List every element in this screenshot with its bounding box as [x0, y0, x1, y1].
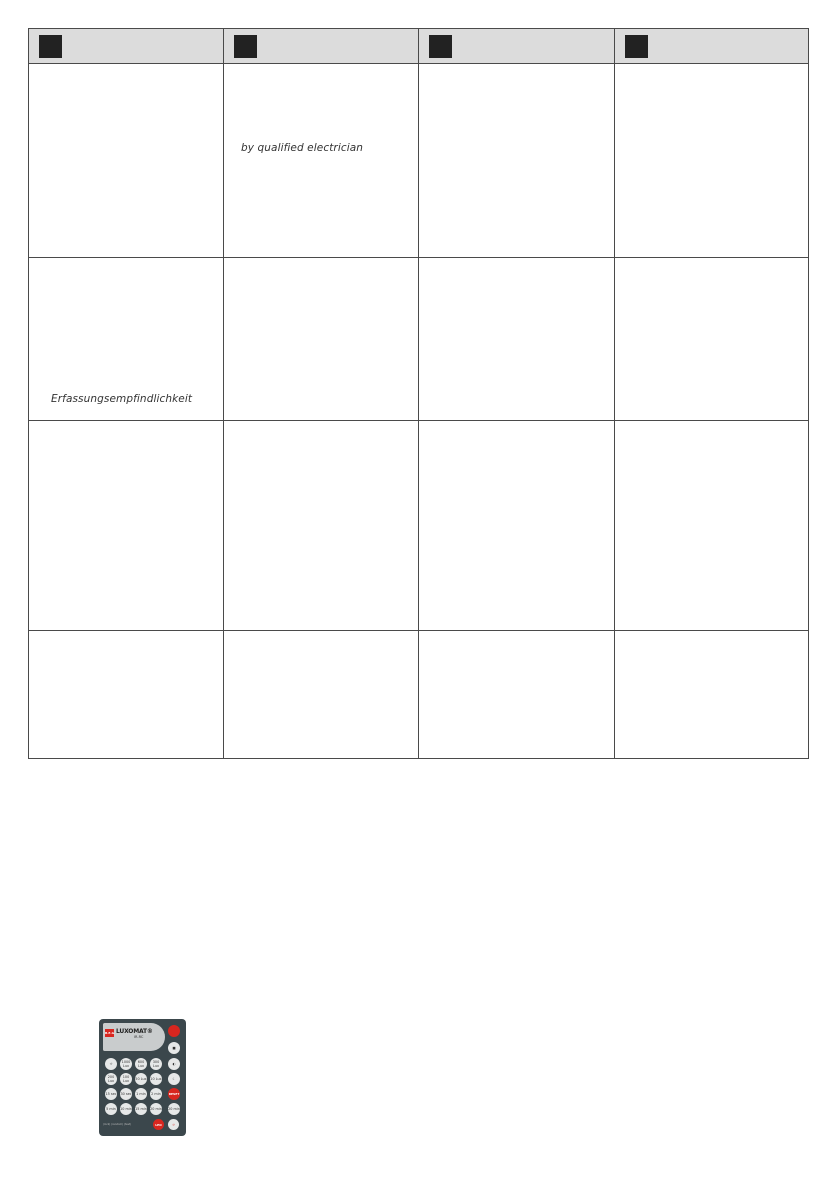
product-model: IR-RC — [134, 1035, 144, 1039]
remote-key: 100 Lux — [120, 1073, 132, 1085]
table-cell-text: by qualified electrician — [241, 142, 364, 154]
row-divider — [29, 257, 808, 258]
remote-key: 10 min — [120, 1103, 132, 1115]
moon-icon: ☾ — [168, 1073, 180, 1085]
remote-key: 300 Lux — [150, 1058, 162, 1070]
column-header-3 — [419, 29, 615, 64]
remote-key: 15 min — [135, 1103, 147, 1115]
remote-key: 1 min — [135, 1088, 147, 1100]
column-divider — [614, 29, 615, 758]
row-divider — [29, 420, 808, 421]
table-cell-text: Erfassungsempfindlichkeit — [51, 393, 193, 405]
reset-button: RESET — [168, 1088, 180, 1100]
column-divider — [223, 29, 224, 758]
remote-key: 10 Lux — [150, 1073, 162, 1085]
language-marker-1 — [39, 35, 62, 58]
remote-key: 20 min — [168, 1103, 180, 1115]
remote-key: 50 Lux — [135, 1073, 147, 1085]
row-divider — [29, 630, 808, 631]
remote-key: 30 sec — [120, 1088, 132, 1100]
remote-key: ☼ — [105, 1058, 117, 1070]
remote-key: 5 min — [105, 1103, 117, 1115]
half-moon-icon: ◐ — [168, 1058, 180, 1070]
language-marker-3 — [429, 35, 452, 58]
remote-key: 200 Lux — [105, 1073, 117, 1085]
remote-control-image — [99, 1019, 186, 1136]
led-button: LED — [153, 1119, 164, 1130]
remote-key: 15 sec — [105, 1088, 117, 1100]
brand-logo-text: B.E.G. — [105, 1031, 116, 1035]
lock-icon — [168, 1025, 180, 1037]
remote-key: 2 min — [150, 1088, 162, 1100]
manual-table — [28, 28, 809, 759]
product-name: LUXOMAT® — [116, 1028, 153, 1035]
column-divider — [418, 29, 419, 758]
sun-icon: ☼ — [168, 1119, 179, 1130]
language-marker-4 — [625, 35, 648, 58]
remote-legend: (lock) (random) (test) — [103, 1123, 131, 1126]
remote-key: 20 min — [150, 1103, 162, 1115]
remote-key: 600 Lux — [135, 1058, 147, 1070]
remote-key: 1000 Lux — [121, 1060, 131, 1068]
column-header-2 — [224, 29, 419, 64]
column-header-4 — [615, 29, 808, 64]
stop-icon: ■ — [168, 1042, 180, 1054]
column-header-1 — [29, 29, 224, 64]
language-marker-2 — [234, 35, 257, 58]
